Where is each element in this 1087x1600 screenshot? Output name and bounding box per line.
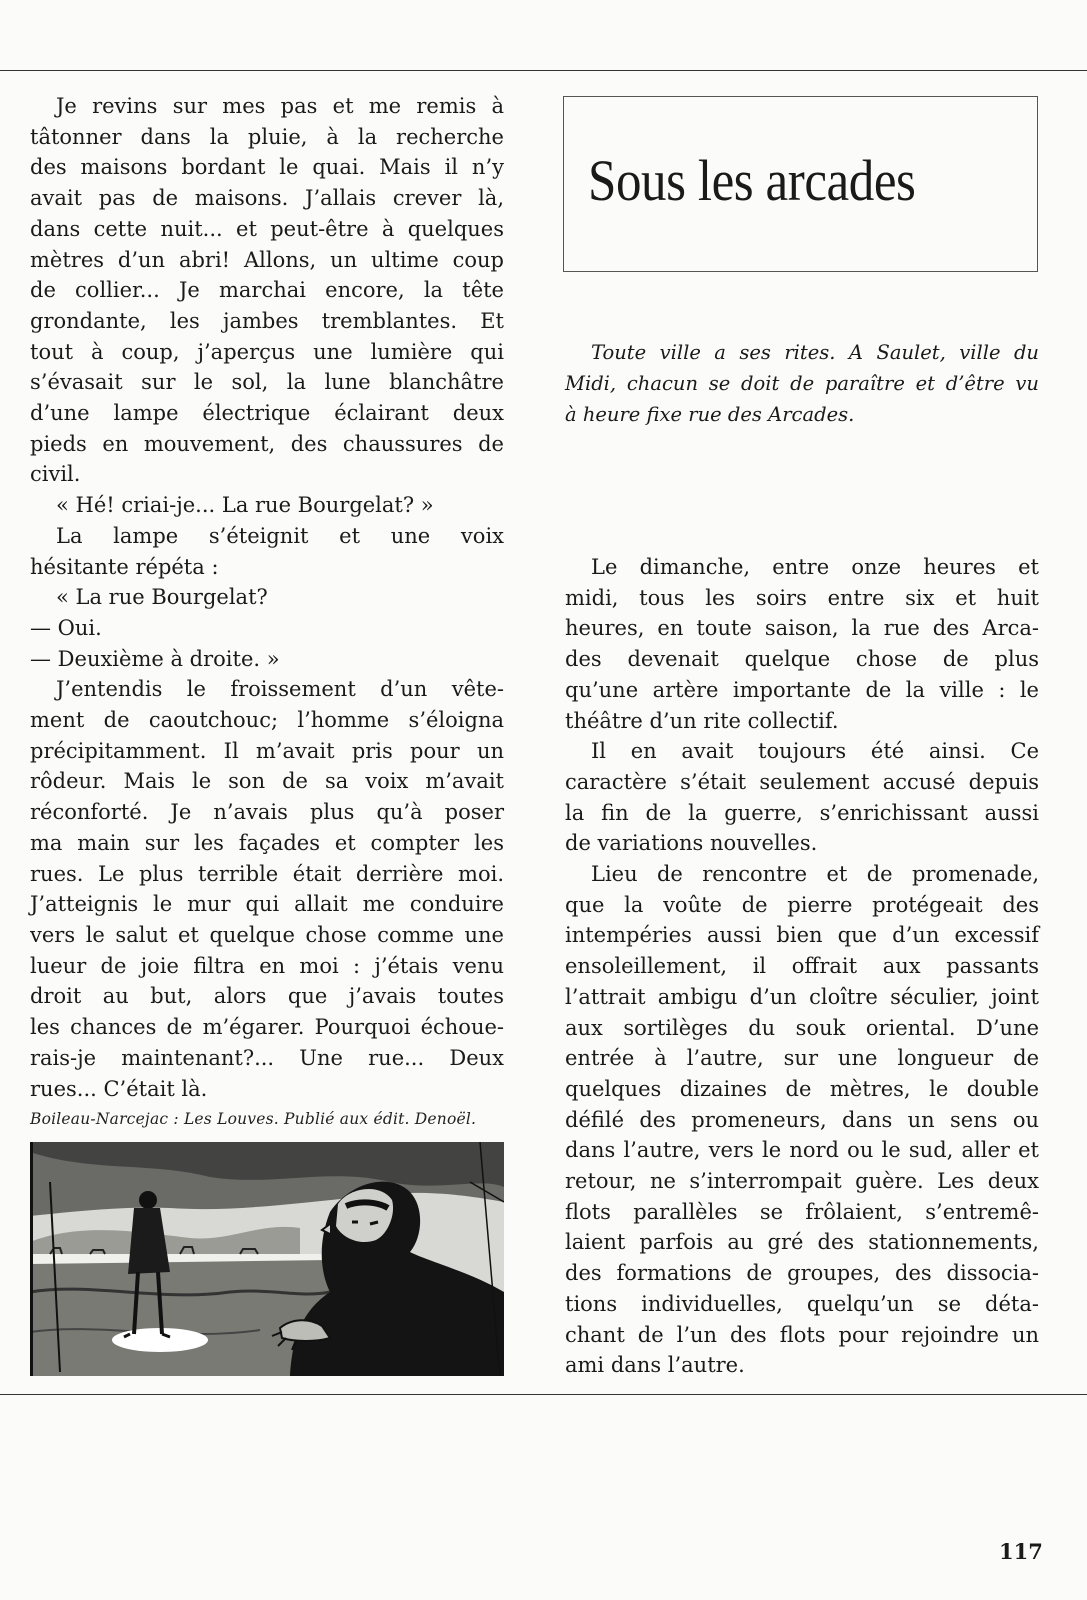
text-line: l’attrait ambigu d’un cloître séculier, joint (565, 984, 1039, 1009)
page-number: 117 (999, 1539, 1043, 1564)
text-line: ment de caoutchouc; l’homme s’éloigna (30, 708, 504, 733)
text-line: la fin de la guerre, s’enrichissant aussi (565, 800, 1039, 825)
text-line: « Hé! criai-je... La rue Bourgelat? » (56, 493, 434, 518)
text-line: ami dans l’autre. (565, 1353, 745, 1378)
paragraph (30, 644, 504, 675)
top-rule (0, 70, 1087, 71)
text-line: que la voûte de pierre protégeait des (565, 892, 1039, 917)
text-line: J’atteignis le mur qui allait me conduire (30, 892, 504, 917)
text-line: laient parfois au gré des stationnements, (565, 1230, 1039, 1255)
text-line: rues... C’était là. (30, 1076, 208, 1101)
text-line: « La rue Bourgelat? (56, 585, 268, 610)
paragraph (30, 674, 504, 1104)
story-excerpt-column (30, 91, 504, 1104)
text-line: Il en avait toujours été ainsi. Ce (591, 739, 1039, 764)
text-line: midi, tous les soirs entre six et huit (565, 585, 1039, 610)
paragraph (30, 490, 504, 521)
text-line: intempéries aussi bien que d’un excessif (565, 923, 1039, 948)
text-line: chant de l’un des flots pour rejoindre un (565, 1322, 1039, 1347)
paragraph (30, 521, 504, 582)
text-line: s’évasait sur le sol, la lune blanchâtre (30, 370, 504, 395)
text-line: grondante, les jambes tremblantes. Et (30, 308, 504, 333)
text-line: Je revins sur mes pas et me remis à (56, 94, 504, 118)
text-line: tout à coup, j’aperçus une lumière qui (30, 339, 504, 364)
text-line: avait pas de maisons. J’allais crever là, (30, 186, 504, 211)
text-line: dans cette nuit... et peut-être à quelques (30, 216, 504, 241)
text-line: rues. Le plus terrible était derrière moi. (30, 861, 504, 886)
text-line: des formations de groupes, des dissocia- (565, 1261, 1039, 1286)
text-line: tâtonner dans la pluie, à la recherche (30, 124, 504, 149)
intro-line: à heure fixe rue des Arcades. (565, 403, 855, 426)
bottom-rule (0, 1394, 1087, 1395)
paragraph (30, 582, 504, 613)
text-line: — Deuxième à droite. » (30, 646, 280, 671)
text-line: civil. (30, 462, 81, 487)
text-line: des maisons bordant le quai. Mais il n’y (30, 155, 504, 180)
paragraph (30, 91, 504, 490)
article-title-box (563, 96, 1038, 272)
text-line: ensoleillement, il offrait aux passants (565, 954, 1039, 979)
text-line: caractère s’était seulement accusé depuis (565, 769, 1039, 794)
text-line: heures, en toute saison, la rue des Arca- (565, 616, 1039, 641)
paragraph (565, 859, 1039, 1381)
text-line: des devenait quelque chose de plus (565, 647, 1039, 672)
text-line: d’une lampe électrique éclairant deux (30, 401, 504, 426)
text-line: ma main sur les façades et compter les (30, 830, 504, 855)
text-line: défilé des promeneurs, dans un sens ou (565, 1107, 1039, 1132)
text-line: — Oui. (30, 615, 102, 640)
article-body-column (565, 552, 1039, 1381)
text-line: Lieu de rencontre et de promenade, (591, 862, 1039, 887)
text-line: théâtre d’un rite collectif. (565, 708, 839, 733)
text-line: droit au but, alors que j’avais toutes (30, 984, 504, 1009)
text-line: aux sortilèges du souk oriental. D’une (565, 1015, 1039, 1040)
text-line: de collier... Je marchai encore, la tête (30, 278, 504, 303)
text-line: rais-je maintenant?... Une rue... Deux (30, 1045, 504, 1070)
illustration-caption: Boileau-Narcejac : Les Louves. Publié aux édit. Denoël. (30, 1110, 477, 1128)
intro-line: Midi, chacun se doit de paraître et d’être vu (565, 372, 1039, 395)
article-intro (565, 337, 1039, 430)
text-line: de variations nouvelles. (565, 831, 818, 856)
text-line: La lampe s’éteignit et une voix (56, 523, 504, 548)
text-line: flots parallèles se frôlaient, s’entremê- (565, 1199, 1039, 1224)
text-line: les chances de m’égarer. Pourquoi échoue- (30, 1015, 504, 1040)
intro-line: Toute ville a ses rites. A Saulet, ville du (591, 341, 1039, 364)
ink-illustration (30, 1142, 504, 1376)
text-line: qu’une artère importante de la ville : le (565, 677, 1039, 702)
text-line: J’entendis le froissement d’un vête- (56, 677, 504, 702)
text-line: précipitamment. Il m’avait pris pour un (30, 738, 504, 763)
text-line: retour, ne s’interrompait guère. Les deux (565, 1169, 1039, 1194)
paragraph (565, 552, 1039, 736)
text-line: réconforté. Je n’avais plus qu’à poser (30, 800, 504, 825)
text-line: dans l’autre, vers le nord ou le sud, aller et (565, 1138, 1039, 1163)
text-line: rôdeur. Mais le son de sa voix m’avait (30, 769, 504, 794)
paragraph (30, 613, 504, 644)
text-line: lueur de joie filtra en moi : j’étais venu (30, 953, 504, 978)
text-line: hésitante répéta : (30, 554, 219, 579)
paragraph (565, 736, 1039, 859)
article-title: Sous les arcades (588, 148, 916, 213)
text-line: quelques dizaines de mètres, le double (565, 1076, 1039, 1101)
text-line: pieds en mouvement, des chaussures de (30, 431, 504, 456)
text-line: tions individuelles, quelqu’un se déta- (565, 1291, 1039, 1316)
text-line: vers le salut et quelque chose comme une (30, 922, 504, 947)
text-line: mètres d’un abri! Allons, un ultime coup (30, 247, 504, 272)
text-line: Le dimanche, entre onze heures et (591, 555, 1039, 579)
text-line: entrée à l’autre, sur une longueur de (565, 1046, 1039, 1071)
